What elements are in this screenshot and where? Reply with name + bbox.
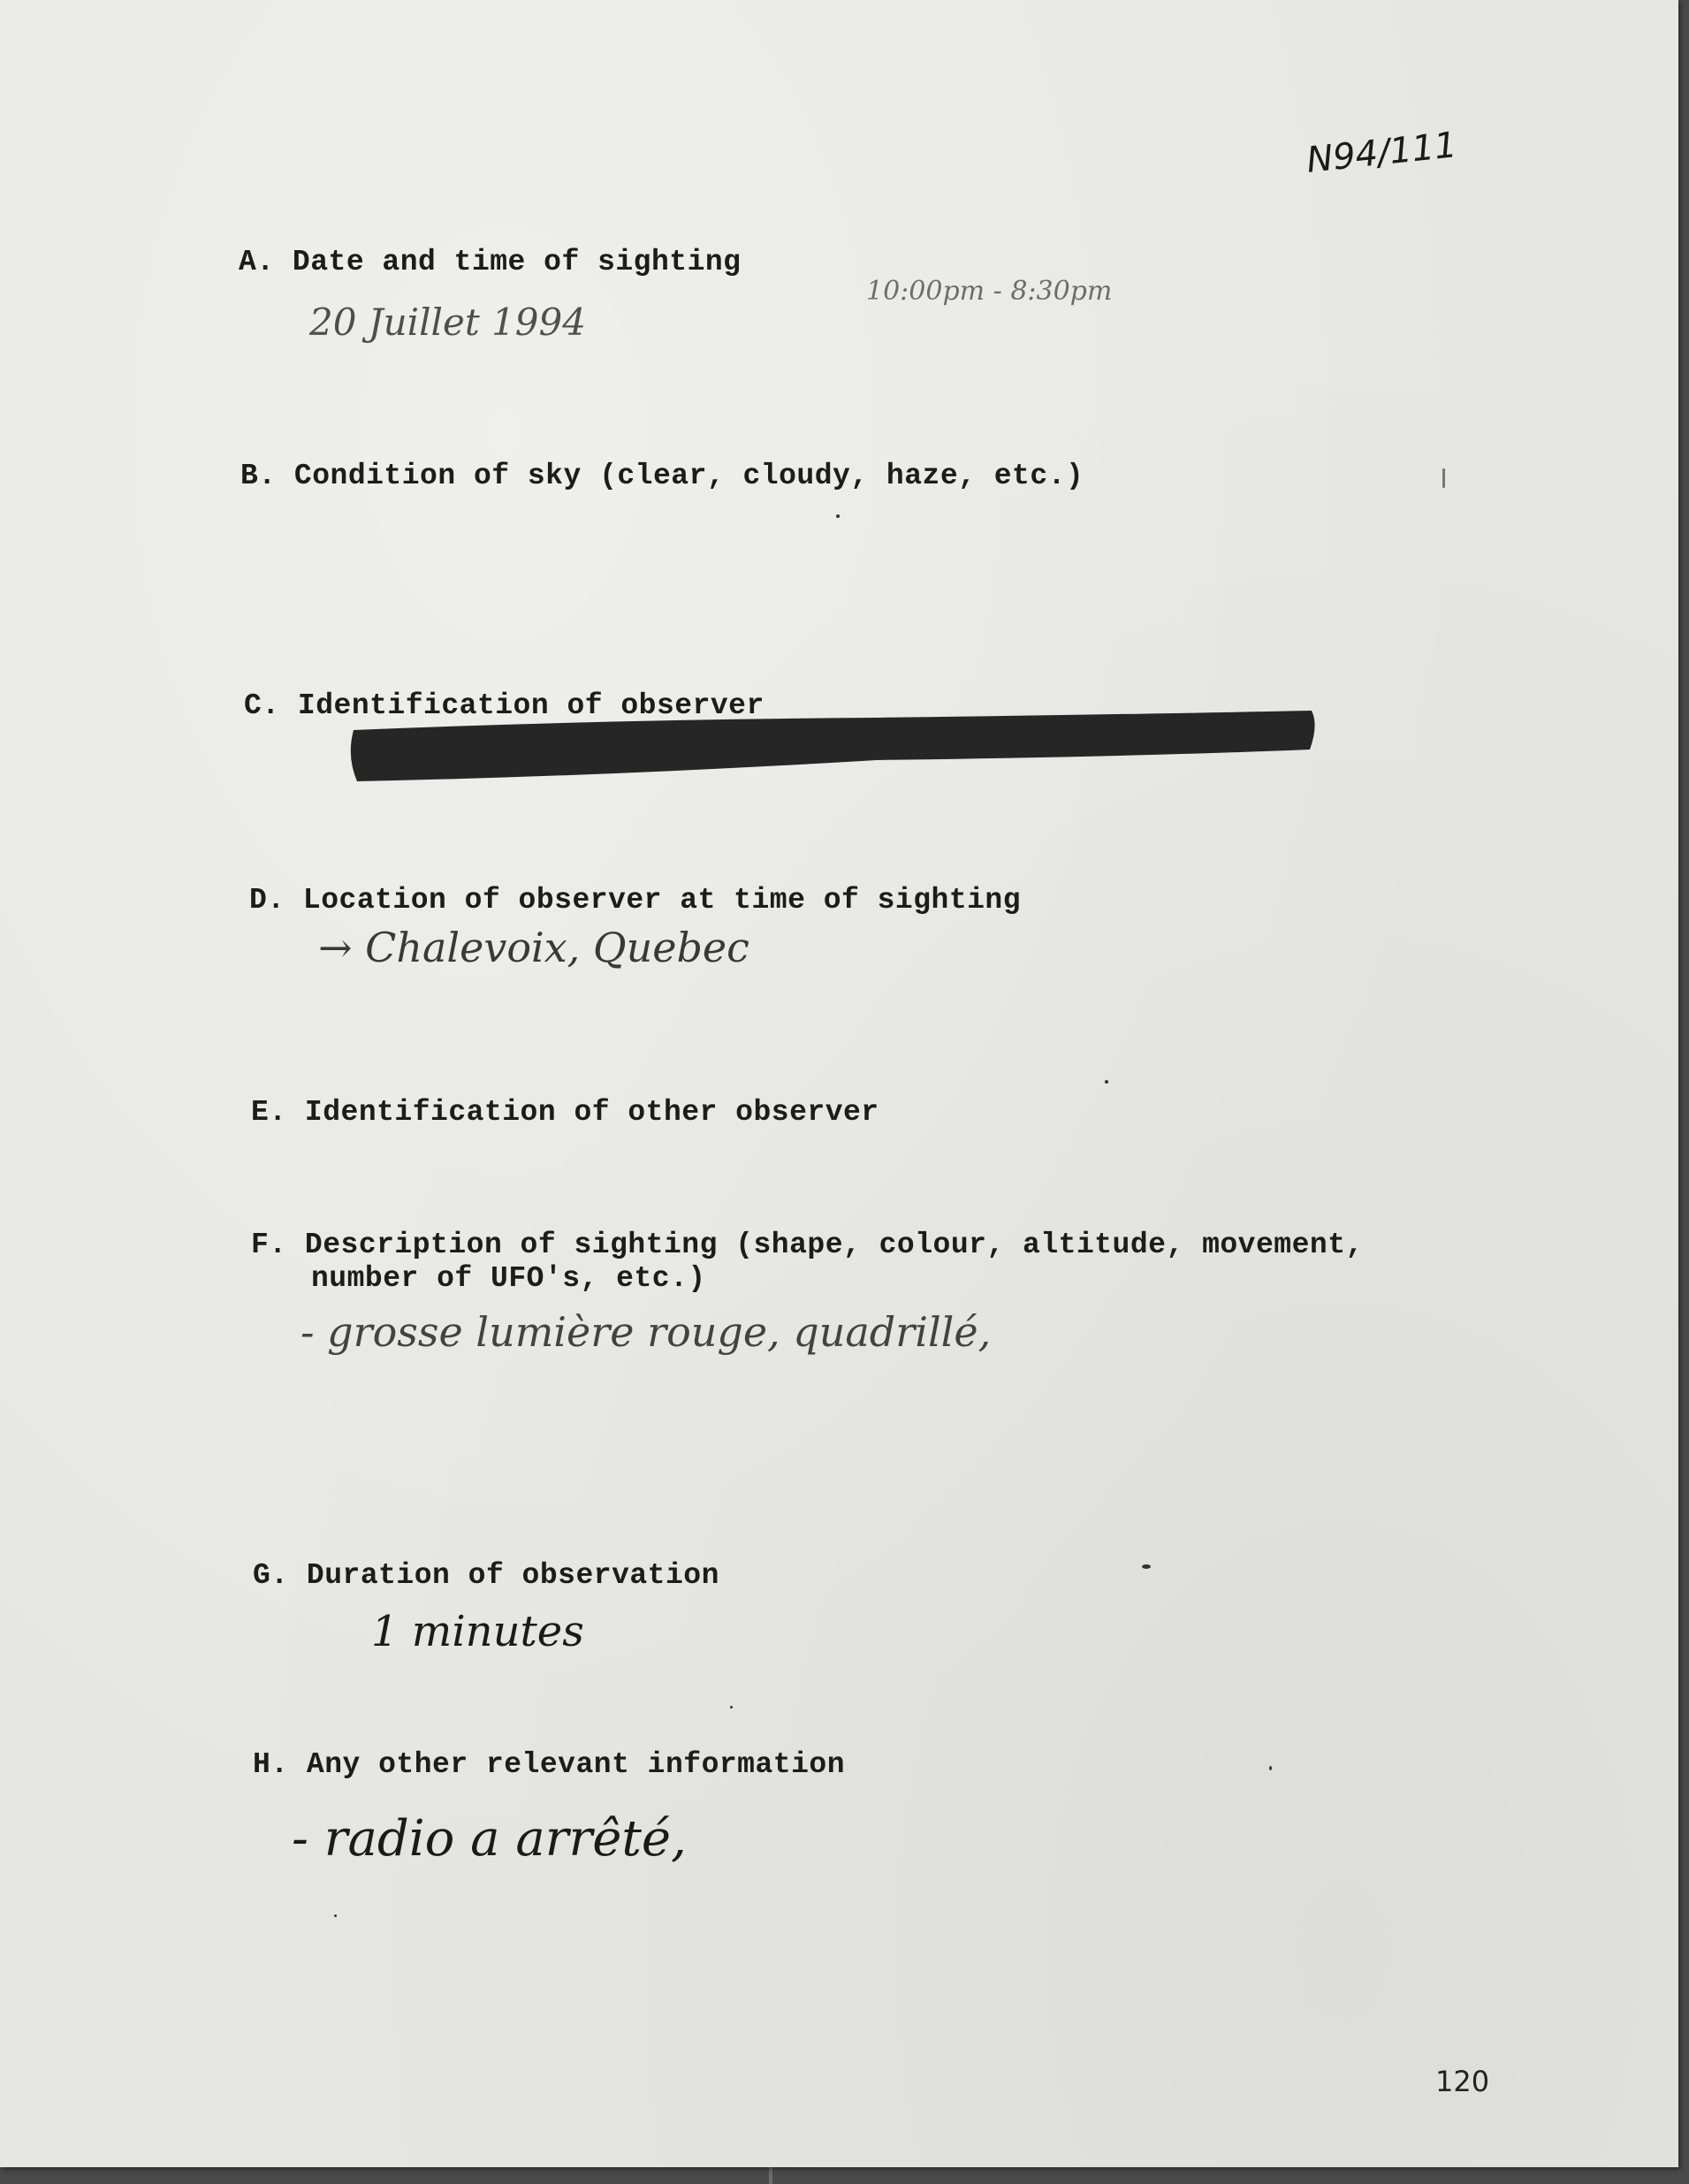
section-b-label: B. Condition of sky (clear, cloudy, haze, etc.) — [240, 460, 1084, 492]
document-number: N94/111 — [1305, 125, 1459, 181]
scan-speck — [1142, 1564, 1151, 1569]
scan-speck — [730, 1706, 733, 1708]
section-a-label: A. Date and time of sighting — [239, 246, 742, 278]
section-d-location-handwriting: → Chalevoix, Quebec — [318, 924, 749, 971]
redaction-bar — [346, 707, 1319, 795]
page-number: 120 — [1435, 2065, 1490, 2098]
section-d-label: D. Location of observer at time of sighting — [249, 884, 1022, 917]
section-g-label: G. Duration of observation — [253, 1559, 719, 1592]
scan-speck — [1269, 1766, 1272, 1770]
backdrop-edge-line — [769, 2167, 772, 2184]
section-f-description-handwriting: - grosse lumière rouge, quadrillé, — [301, 1308, 992, 1356]
section-f-label: F. Description of sighting (shape, colour, altitude, movement, — [251, 1229, 1364, 1261]
section-c-label: C. Identification of observer — [244, 689, 765, 722]
section-h-label: H. Any other relevant information — [253, 1748, 846, 1781]
scan-speck — [334, 1914, 337, 1917]
section-e-label: E. Identification of other observer — [251, 1096, 879, 1129]
section-f-label-line2: number of UFO's, etc.) — [311, 1262, 706, 1295]
scan-speck — [836, 514, 840, 518]
section-h-info-handwriting: - radio a arrêté, — [292, 1810, 687, 1868]
section-g-duration-handwriting: 1 minutes — [371, 1607, 584, 1656]
section-a-date-handwriting: 20 Juillet 1994 — [309, 301, 586, 344]
scan-speck — [1105, 1080, 1108, 1084]
scan-speck — [1442, 468, 1445, 488]
section-a-time-handwriting: 10:00pm - 8:30pm — [866, 276, 1113, 307]
